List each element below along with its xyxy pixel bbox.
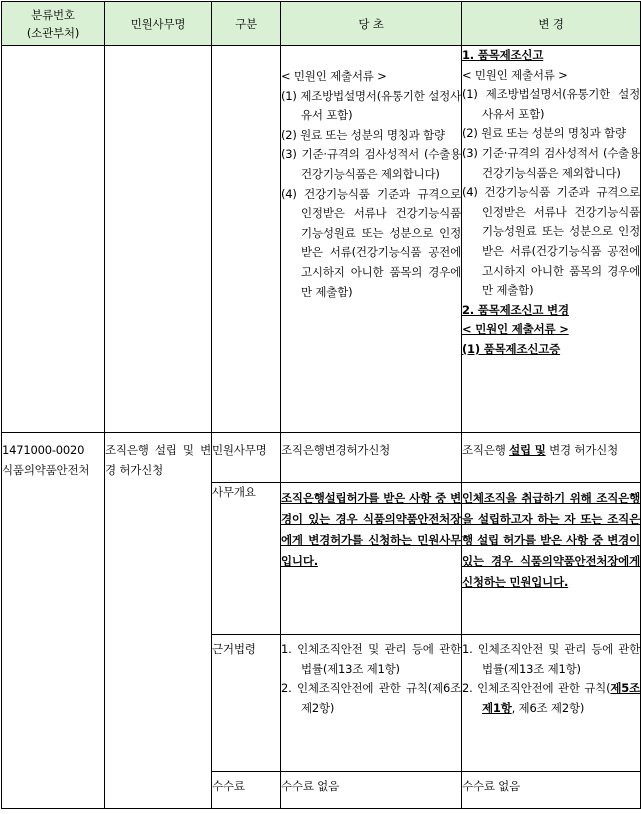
service-name-cell (105, 433, 212, 809)
ministry: 식품의약품안전처 (2, 462, 90, 477)
list-item: 2. 인체조직안전에 관한 규칙(제6조 제2항) (281, 681, 461, 715)
header-service-name: 민원사무명 (105, 2, 212, 46)
amendment-table (1, 1, 641, 809)
list-item: 1. 인체조직안전 및 관리 등에 관한 법률(제13조 제1항) (462, 642, 640, 676)
before-cell (281, 635, 462, 772)
section-heading: 2. 품목제조신고 변경 (462, 302, 569, 317)
header-before: 당 초 (281, 2, 462, 46)
after-cell: 조직은행 설립 및 변경 허가신청 (462, 433, 641, 483)
list-item: (4) 건강기능식품 기준과 규격으로 인정받은 서류나 건강기능식품 기능성원료 또는 성분으로 인정받은 서류(건강기능식품 공전에 고시하지 아니한 품목의 경우에만 제출함) (281, 186, 461, 299)
table-row (2, 433, 641, 483)
list-item: (1) 제조방법설명서(유통기한 설정사유서 포함) (281, 88, 461, 123)
before-cell: 조직은행변경허가신청 (281, 433, 462, 483)
after-cell (462, 635, 641, 772)
empty-cell (212, 46, 281, 433)
list-title: < 민원인 제출서류 > (462, 322, 569, 337)
empty-cell (2, 46, 105, 433)
list-item: (4) 건강기능식품 기준과 규격으로 인정받은 서류나 건강기능식품 기능성원료 또는 성분으로 인정받은 서류(건강기능식품 공전에 고시하지 아니한 품목의 경우에만 제출함) (462, 185, 640, 298)
header-row (2, 2, 641, 46)
class-no-cell (2, 433, 105, 809)
header-after: 변 경 (462, 2, 641, 46)
table-row (2, 46, 641, 433)
list-item: (3) 기준·규격의 검사성적서 (수출용 건강기능식품은 제외합니다) (281, 147, 461, 181)
list-item: (2) 원료 또는 성분의 명칭과 함량 (462, 126, 626, 141)
header-category: 구분 (212, 2, 281, 46)
list-item: 2. 인체조직안전에 관한 규칙(제5조 제1항, 제6조 제2항) (462, 681, 640, 715)
category-label: 근거법령 (212, 635, 281, 772)
category-label: 사무개요 (212, 483, 281, 635)
after-cell: 수수료 없음 (462, 772, 641, 809)
after-cell (462, 46, 641, 433)
before-cell: 조직은행설립허가를 받은 사항 중 변경이 있는 경우 식품의약품안전처장에게 변경허가를 신청하는 민원사무입니다. (281, 483, 462, 635)
list-title: < 민원인 제출서류 > (281, 69, 387, 83)
service-name: 조직은행 설립 및 변경 허가신청 (105, 443, 211, 477)
category-label: 수수료 (212, 772, 281, 809)
list-item: (3) 기준·규격의 검사성적서 (수출용 건강기능식품은 제외합니다) (462, 145, 640, 180)
section-heading: 1. 품목제조신고 (462, 48, 544, 62)
list-item: 1. 인체조직안전 및 관리 등에 관한 법률(제13조 제1항) (281, 642, 461, 676)
list-item: (1) 제조방법설명서(유통기한 설정사유서 포함) (462, 87, 640, 121)
header-class-no: 분류번호 (소관부처) (2, 2, 105, 46)
before-cell: 수수료 없음 (281, 772, 462, 809)
empty-cell (105, 46, 212, 433)
list-item: (2) 원료 또는 성분의 명칭과 함량 (281, 127, 445, 142)
category-label: 민원사무명 (212, 433, 281, 483)
after-cell: 인체조직을 취급하기 위해 조직은행을 설립하고자 하는 자 또는 조직은행 설립 허가를 받은 사항 중 변경이 있는 경우 식품의약품안전처장에게 신청하는 민원입니다. (462, 483, 641, 635)
before-cell (281, 46, 462, 433)
list-title: < 민원인 제출서류 > (462, 67, 568, 82)
class-no: 1471000-0020 (2, 443, 85, 457)
list-item: (1) 품목제조신고증 (462, 341, 561, 356)
